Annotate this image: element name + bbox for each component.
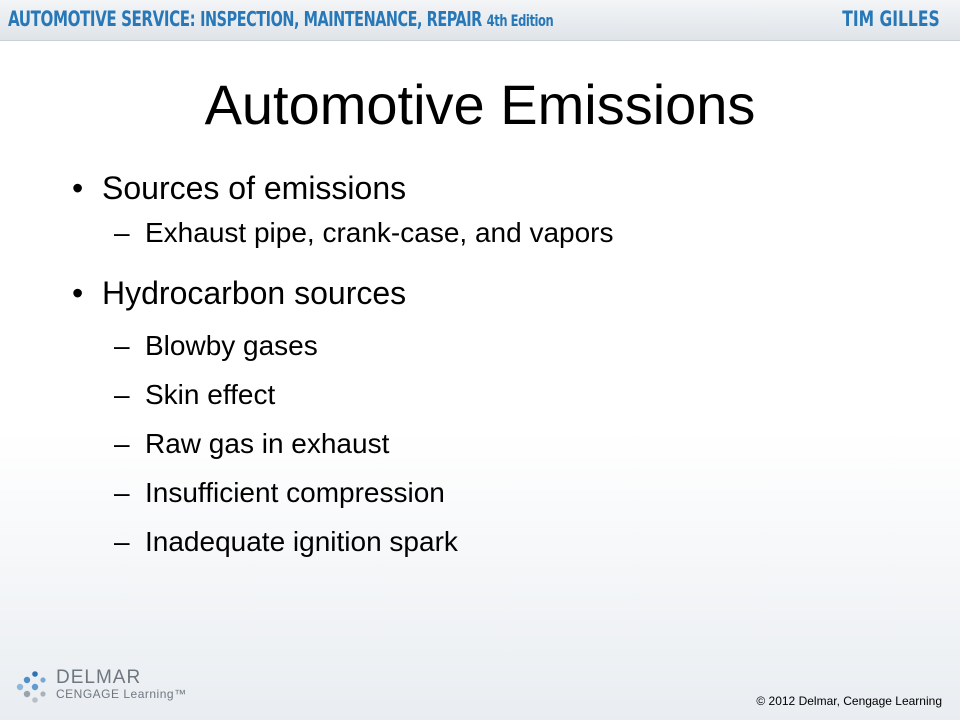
dash-marker: –	[114, 526, 130, 557]
bullet-marker: •	[72, 275, 84, 311]
sub-bullet-item	[72, 517, 613, 566]
book-author: TIM GILLES	[842, 7, 940, 31]
sub-bullet-text: Blowby gases	[145, 330, 318, 361]
dash-marker: –	[114, 330, 130, 361]
logo-wordmark: DELMAR	[56, 667, 142, 688]
bullet-item	[72, 168, 613, 208]
logo-subtitle-text: CENGAGE Learning	[56, 687, 175, 701]
sub-bullet-text: Raw gas in exhaust	[145, 428, 390, 459]
bullet-item	[72, 273, 613, 313]
book-title-sub: INSPECTION, MAINTENANCE, REPAIR	[200, 7, 482, 31]
sub-bullet-text: Inadequate ignition spark	[145, 526, 458, 557]
dash-marker: –	[114, 428, 130, 459]
bullet-marker: •	[72, 170, 84, 206]
book-edition: 4th Edition	[486, 11, 554, 30]
bullet-text: Sources of emissions	[102, 170, 407, 206]
sub-bullet-item	[72, 208, 613, 257]
delmar-logo-icon	[14, 669, 50, 705]
sub-bullet-item	[72, 419, 613, 468]
slide-title: Automotive Emissions	[204, 73, 756, 136]
delmar-logo	[14, 665, 214, 709]
sub-bullet-text: Exhaust pipe, crank-case, and vapors	[145, 217, 614, 248]
sub-bullet-item	[72, 321, 613, 370]
sub-bullet-text: Skin effect	[145, 379, 276, 410]
header-banner	[0, 0, 960, 41]
sub-bullet-item	[72, 370, 613, 419]
book-title-main: AUTOMOTIVE SERVICE:	[8, 7, 196, 31]
logo-subtitle	[56, 687, 187, 701]
sub-bullet-text: Insufficient compression	[145, 477, 445, 508]
sub-bullet-item	[72, 468, 613, 517]
dash-marker: –	[114, 217, 130, 248]
bullet-text: Hydrocarbon sources	[102, 275, 407, 311]
dash-marker: –	[114, 477, 130, 508]
copyright-notice: © 2012 Delmar, Cengage Learning	[756, 694, 942, 708]
book-title	[8, 7, 553, 31]
bullet-list	[72, 168, 613, 566]
logo-trademark: ™	[174, 687, 187, 701]
dash-marker: –	[114, 379, 130, 410]
